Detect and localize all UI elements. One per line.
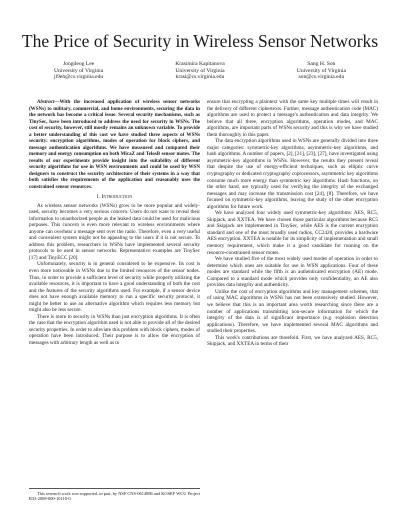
- author: [175, 61, 225, 81]
- author-name: Sang H. Son: [307, 61, 336, 67]
- abstract-text: —With the increased application of wireless sensor networks (WSNs) to military, commercial, and home environments, securing the data in the network has become a critical issue. Several security mechanisms, such as TinySec, have been introduced to address the need for security in WSNs. The cost of security, however, still mostly remains an unknown variable. To provide a better understanding of this cost we have studied three aspects of WSNs security: encryption algorithms, modes of operation for block ciphers, and message authentication algorithms. We have measured and compared their memory and energy consumption on both MicaZ and TelosB sensor motes. The results of our experiments provide insight into the suitability of different security algorithms for use in WSN environments and could be used by WSN designers to construct the security architecture of their systems in a way that both satisfies the requirements of the application and reasonably uses the constrained sensor resources.: [29, 99, 200, 190]
- author-name: Jongdeog Lee: [62, 61, 95, 67]
- author: [54, 61, 103, 81]
- author-email[interactable]: son@cs.virginia.edu: [298, 74, 345, 81]
- abstract: [29, 99, 200, 190]
- paragraph: The data encryption algorithms used in WSNs are generally divided into three major categories: symmetric-key algorithms, asymmetric-key algorithms, and hash algorithms. A number of papers, [2], [21], [23], [27], have investigated using asymmetric-key algorithms in WSNs. However, the results they present reveal that despite the use of energy-efficient techniques, such as elliptic curve cryptography or dedicated cryptography coprocessors, asymmetric key algorithms consume much more energy than symmetric key algorithms. Hash functions, on the other hand, are typically used for verifying the integrity of the exchanged messages and may increase the transmission cost [24], [8]. Therefore, we have focused on symmetric-key algorithms, leaving the study of the other encryption algorithms for future work.: [207, 138, 378, 210]
- abstract-label: Abstract: [37, 99, 55, 105]
- author-block: [18, 61, 382, 81]
- author-affiliation: University of Virginia: [175, 67, 225, 74]
- footnote-text: This research work was supported, in part, by NSF CNS-0614886 and KOSEF WCU Project R33-2008-000-10110-0.: [29, 491, 200, 502]
- left-column: [29, 99, 200, 347]
- paragraph: As wireless sensor networks (WSNs) grow to be more popular and widely-used, security becomes a very serious concern. Users do not want to reveal their information to unauthorized people as the leaked data could be used for malicious purposes. This concern is even more relevant to wireless environments where anyone can overhear a message sent over the radio. Therefore, even a very useful and convenient system might not be appealing to the users if it is not secure. To address this problem, researchers in WSNs have implemented several security protocols to be used in sensor networks. Representative examples are TinySec [17] and TinyECC [20].: [29, 202, 200, 261]
- author-name: Krasimira Kapitanova: [175, 61, 225, 67]
- paragraph: This work's contributions are threefold. First, we have analyzed AES, RC5, Skipjack, and XXTEA in terms of their: [207, 334, 378, 348]
- author-affiliation: University of Virginia: [296, 67, 346, 74]
- paragraph: Unfortunately, security is in general considered to be expensive. Its cost is even more noticeable in WSNs due to the limited resources of the sensor nodes. Thus, in order to provide a sufficient level of security while properly utilizing the available resources, it is important to have a good understanding of both the cost and the features of the security algorithms used. For example, if a sensor device does not have enough available memory to run a specific security protocol, it might be better to use an alternative algorithm which requires less memory but might also be less secure.: [29, 261, 200, 314]
- section-heading: I. Introduction: [96, 194, 133, 200]
- paragraph: ensure that encrypting a plaintext with the same key multiple times will result in the delivery of different ciphertexts. Further, message authentication code (MAC) algorithms are used to protect a message's authentication and data integrity. We believe that all three, encryption algorithms, operation modes, and MAC algorithms, are important parts of WSNs security and this is why we have studied them thoroughly in this paper.: [207, 99, 378, 138]
- paragraph: There is more to security in WSNs than just encryption algorithms. It is often the case that the encryption algorithm used is not able to provide all of the desired security properties. In order to alleviate this problem with block ciphers, modes of operation have been introduced. Their purpose is to allow the encryption of messages with arbitrary length as well as to: [29, 313, 200, 347]
- author-email[interactable]: krasi@cs.virginia.edu: [175, 74, 225, 81]
- author: [297, 61, 346, 81]
- paragraph: We have studied five of the most widely used modes of operation in order to determine which ones are suitable for use in WSN applications. Four of these modes are standard while the fifth is an authenticated encryption (AE) mode. Compared to a standard mode which provides only confidentiality, an AE also provides data integrity and authenticity.: [207, 256, 378, 289]
- paper-title: The Price of Security in Wireless Sensor Networks: [21, 31, 379, 51]
- author-affiliation: University of Virginia: [54, 67, 104, 74]
- footnote: [29, 488, 200, 502]
- paragraph: Unlike the cost of encryption algorithms and key management schemes, that of using MAC algorithms in WSNs has not been extensively studied. However, we believe that this is an important area worth researching since there are a number of applications transmitting non-secure information for which the integrity of the data is of significant importance (e.g. explosion detection applications). Therefore, we have implemented several MAC algorithms and studied their properties.: [207, 288, 378, 335]
- right-column: [207, 99, 378, 348]
- paragraph: We have analyzed four widely used symmetric-key algorithms: AES, RC5, Skipjack, and XXTEA. We have chosen those particular algorithms because RC5 and Skipjack are implemented in TinySec, while AES is the current encryption standard and one of the most broadly used radios, CC2420, provides a hardware AES encryption. XXTEA is notable for its simplicity of implementation and small memory requirement, which make it a good candidate for running on the resource-constrained sensor motes.: [207, 210, 378, 256]
- author-email[interactable]: jl9eh@cs.virginia.edu: [54, 74, 104, 81]
